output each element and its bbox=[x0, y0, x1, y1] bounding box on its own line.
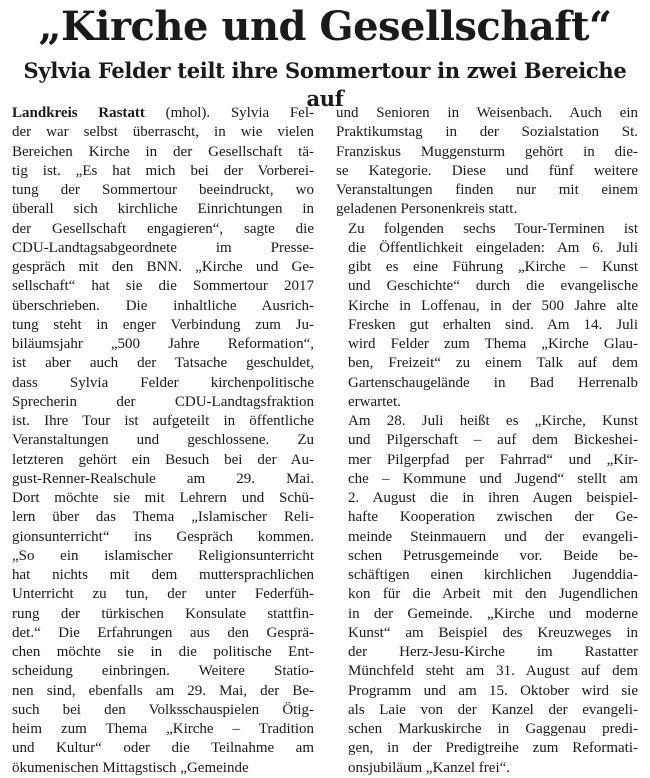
text-line bbox=[12, 643, 314, 662]
dateline: Landkreis Rastatt bbox=[12, 105, 145, 121]
column-left bbox=[12, 104, 314, 776]
line-text: gen, in der Predigtreihe zum Reformati- bbox=[348, 740, 638, 757]
text-line bbox=[336, 739, 638, 758]
text-line bbox=[12, 220, 314, 239]
line-text: kon für die Arbeit mit den Jugendlichen bbox=[348, 586, 638, 603]
text-line bbox=[336, 605, 638, 624]
line-text: se Kategorie. Diese und fünf weitere bbox=[336, 162, 638, 179]
text-line bbox=[336, 470, 638, 489]
line-text: die Öffentlichkeit eingeladen: Am 6. Juli bbox=[348, 239, 638, 256]
text-line bbox=[336, 335, 638, 354]
text-line bbox=[336, 258, 638, 277]
text-line bbox=[12, 297, 314, 316]
line-text: letzteren gehört ein Besuch bei der Au- bbox=[12, 451, 314, 468]
line-text: und Kultur“ oder die Teilnahme am bbox=[12, 740, 314, 757]
text-line bbox=[12, 431, 314, 450]
line-text: tung steht in enger Verbindung zum Ju- bbox=[12, 316, 314, 333]
line-text: geladenen Personenkreis statt. bbox=[336, 201, 518, 218]
line-text: und Pilgerschaft – auf dem Bickeshei- bbox=[348, 432, 638, 449]
line-text: scheidung einbringen. Weitere Statio- bbox=[12, 663, 314, 680]
text-line bbox=[336, 451, 638, 470]
text-line bbox=[12, 585, 314, 604]
text-line bbox=[12, 412, 314, 431]
line-text: gionsunterricht“ ins Gespräch kommen. bbox=[12, 528, 314, 545]
text-line bbox=[12, 335, 314, 354]
line-text: Franziskus Muggensturm gehört in die- bbox=[336, 143, 638, 160]
text-line bbox=[336, 143, 638, 162]
text-line bbox=[336, 431, 638, 450]
line-text: Am 28. Juli heißt es „Kirche, Kunst bbox=[348, 413, 638, 429]
line-text: schen Petrusgemeinde vor. Beide be- bbox=[348, 547, 638, 564]
column-right bbox=[336, 104, 638, 776]
line-text: Programm und am 15. Oktober wird sie bbox=[348, 682, 638, 699]
line-text: 2. August die in ihren Augen beispiel- bbox=[348, 490, 638, 506]
text-line bbox=[12, 316, 314, 335]
text-line bbox=[12, 566, 314, 585]
line-text: wird Felder zum Thema „Kirche Glau- bbox=[348, 336, 638, 352]
line-text: Veranstaltungen finden nur mit einem bbox=[336, 182, 638, 198]
line-text: sellschaft“ hat sie die Sommertour 2017 bbox=[12, 278, 314, 295]
paragraph-3 bbox=[336, 220, 638, 413]
line-text: ist aber auch der Tatsache geschuldet, bbox=[12, 355, 314, 372]
line-text: Kunst“ am Beispiel des Kreuzweges in bbox=[348, 624, 638, 641]
text-line bbox=[336, 489, 638, 508]
text-line bbox=[336, 528, 638, 547]
line-text: meinde Steinmauern und der evangeli- bbox=[348, 528, 638, 545]
paragraph-2 bbox=[336, 104, 638, 220]
article-body bbox=[12, 104, 638, 776]
line-text: „So ein islamischer Religionsunterricht bbox=[12, 547, 314, 564]
text-line bbox=[336, 682, 638, 701]
text-line bbox=[12, 200, 314, 219]
line-text: Zu folgenden sechs Tour-Terminen ist bbox=[348, 220, 638, 237]
line-text: schäftigen einen kirchlichen Jugenddia- bbox=[348, 567, 638, 583]
line-text: gibt es eine Führung „Kirche – Kunst bbox=[348, 259, 638, 275]
text-line bbox=[12, 451, 314, 470]
line-text: dass Sylvia Felder kirchenpolitische bbox=[12, 374, 314, 391]
line-text: det.“ Die Erfahrungen aus den Gesprä- bbox=[12, 624, 314, 641]
text-line bbox=[336, 759, 638, 778]
line-text: überschrieben. Die inhaltliche Ausrich- bbox=[12, 297, 314, 314]
line-text: nen sind, ebenfalls am 29. Mai, der Be- bbox=[12, 682, 314, 699]
text-line bbox=[12, 662, 314, 681]
line-text: Gartenschaugelände in Bad Herrenalb bbox=[348, 374, 638, 391]
text-line bbox=[336, 181, 638, 200]
text-line bbox=[12, 354, 314, 373]
text-line bbox=[336, 585, 638, 604]
line-text: hafte Kooperation zwischen der Ge- bbox=[348, 509, 638, 526]
line-text: und Geschichte“ durch die evangelische bbox=[348, 278, 638, 295]
line-text: Fresken gut erhalten sind. Am 14. Juli bbox=[348, 316, 638, 333]
text-line bbox=[12, 277, 314, 296]
text-line bbox=[12, 701, 314, 720]
text-line bbox=[336, 239, 638, 258]
text-line bbox=[12, 239, 314, 258]
text-line bbox=[12, 547, 314, 566]
text-line bbox=[336, 104, 638, 123]
text-line bbox=[12, 393, 314, 412]
text-line bbox=[336, 643, 638, 662]
line-text: gust-Renner-Realschule am 29. Mai. bbox=[12, 470, 314, 487]
text-line bbox=[336, 508, 638, 527]
line-text: der Herz-Jesu-Kirche im Rastatter bbox=[348, 644, 638, 660]
line-text: biläumsjahr „500 Jahre Reformation“, bbox=[12, 336, 314, 352]
text-line bbox=[12, 181, 314, 200]
text-line bbox=[336, 662, 638, 681]
line-text: als Laie von der Kanzel der evangeli- bbox=[348, 701, 638, 718]
text-line bbox=[336, 624, 638, 643]
line-text: der Gesellschaft engagieren“, sagte die bbox=[12, 220, 314, 237]
line-text: Sprecherin der CDU-Landtagsfraktion bbox=[12, 393, 314, 410]
text-line bbox=[12, 470, 314, 489]
text-line bbox=[12, 489, 314, 508]
text-line bbox=[12, 528, 314, 547]
text-line bbox=[336, 220, 638, 239]
text-line bbox=[12, 143, 314, 162]
line-text: in der Gemeinde. „Kirche und moderne bbox=[348, 605, 638, 622]
text-line bbox=[336, 412, 638, 431]
text-line bbox=[12, 605, 314, 624]
line-text: mer Pilgerpfad per Fahrrad“ und „Kir- bbox=[348, 451, 638, 468]
text-line bbox=[12, 624, 314, 643]
text-line bbox=[12, 258, 314, 277]
line-text: ben, Freizeit“ zu einem Talk auf dem bbox=[348, 355, 638, 372]
line-text: der war selbst überrascht, in wie vielen bbox=[12, 124, 314, 141]
line-text: (mhol). Sylvia Fel- bbox=[165, 105, 314, 121]
line-text: und Senioren in Weisenbach. Auch ein bbox=[336, 105, 638, 121]
text-line bbox=[12, 162, 314, 181]
text-line bbox=[12, 104, 314, 123]
line-text: ökumenischen Mittagstisch „Gemeinde bbox=[12, 759, 249, 776]
text-line bbox=[336, 354, 638, 373]
line-text: überall sich kirchliche Einrichtungen in bbox=[12, 201, 314, 218]
text-line bbox=[336, 374, 638, 393]
line-text: Veranstaltungen und geschlossene. Zu bbox=[12, 432, 314, 449]
text-line bbox=[336, 566, 638, 585]
text-line bbox=[336, 162, 638, 181]
text-line bbox=[12, 508, 314, 527]
line-text: tung der Sommertour beeindruckt, wo bbox=[12, 182, 314, 198]
text-line bbox=[336, 547, 638, 566]
subheadline: Sylvia Felder teilt ihre Sommertour in zwei Bereiche auf bbox=[23, 58, 627, 111]
text-line bbox=[12, 739, 314, 758]
paragraph-4 bbox=[336, 412, 638, 778]
text-line bbox=[12, 682, 314, 701]
text-line bbox=[12, 720, 314, 739]
line-text: rung der türkischen Konsulate stattfin- bbox=[12, 605, 314, 622]
line-text: erwartet. bbox=[348, 393, 401, 410]
paragraph-1 bbox=[12, 104, 314, 778]
line-text: hat nichts mit dem muttersprachlichen bbox=[12, 567, 314, 583]
text-line bbox=[336, 200, 638, 219]
line-text: Münchfeld steht am 31. August auf dem bbox=[348, 663, 638, 680]
line-text: che – Kommune und Jugend“ stellt am bbox=[348, 470, 638, 487]
line-text: schen Markuskirche in Gaggenau predi- bbox=[348, 721, 638, 737]
line-text: Kirche in Loffenau, in der 500 Jahre alte bbox=[348, 297, 638, 314]
text-line bbox=[336, 297, 638, 316]
headline: „Kirche und Gesellschaft“ bbox=[38, 3, 612, 50]
line-text: ist. Ihre Tour ist aufgeteilt in öffentliche bbox=[12, 413, 314, 429]
line-text: heim zum Thema „Kirche – Tradition bbox=[12, 721, 314, 737]
line-text: Dort möchte sie mit Lehrern und Schü- bbox=[12, 490, 314, 506]
text-line bbox=[336, 277, 638, 296]
text-line bbox=[336, 123, 638, 142]
line-text: gespräch mit den BNN. „Kirche und Ge- bbox=[12, 259, 314, 275]
text-line bbox=[336, 701, 638, 720]
line-text: Unterricht zu tun, der unter Federfüh- bbox=[12, 586, 314, 603]
text-line bbox=[336, 720, 638, 739]
text-line bbox=[12, 374, 314, 393]
line-text: Bereichen Kirche in der Gesellschaft tä- bbox=[12, 143, 314, 160]
text-line bbox=[12, 759, 314, 778]
text-line bbox=[336, 316, 638, 335]
line-text: tig ist. „Es hat mich bei der Vorberei- bbox=[12, 162, 314, 179]
line-text: such bei den Volksschauspielen Ötig- bbox=[12, 701, 314, 718]
line-text: chen möchte sie in die politische Ent- bbox=[12, 644, 314, 660]
line-text: onsjubiläum „Kanzel frei“. bbox=[348, 759, 511, 776]
line-text: lern über das Thema „Islamischer Reli- bbox=[12, 509, 314, 526]
line-text: Praktikumstag in der Sozialstation St. bbox=[336, 124, 638, 141]
text-line bbox=[12, 123, 314, 142]
line-text: CDU-Landtagsabgeordnete im Presse- bbox=[12, 239, 314, 256]
text-line bbox=[336, 393, 638, 412]
